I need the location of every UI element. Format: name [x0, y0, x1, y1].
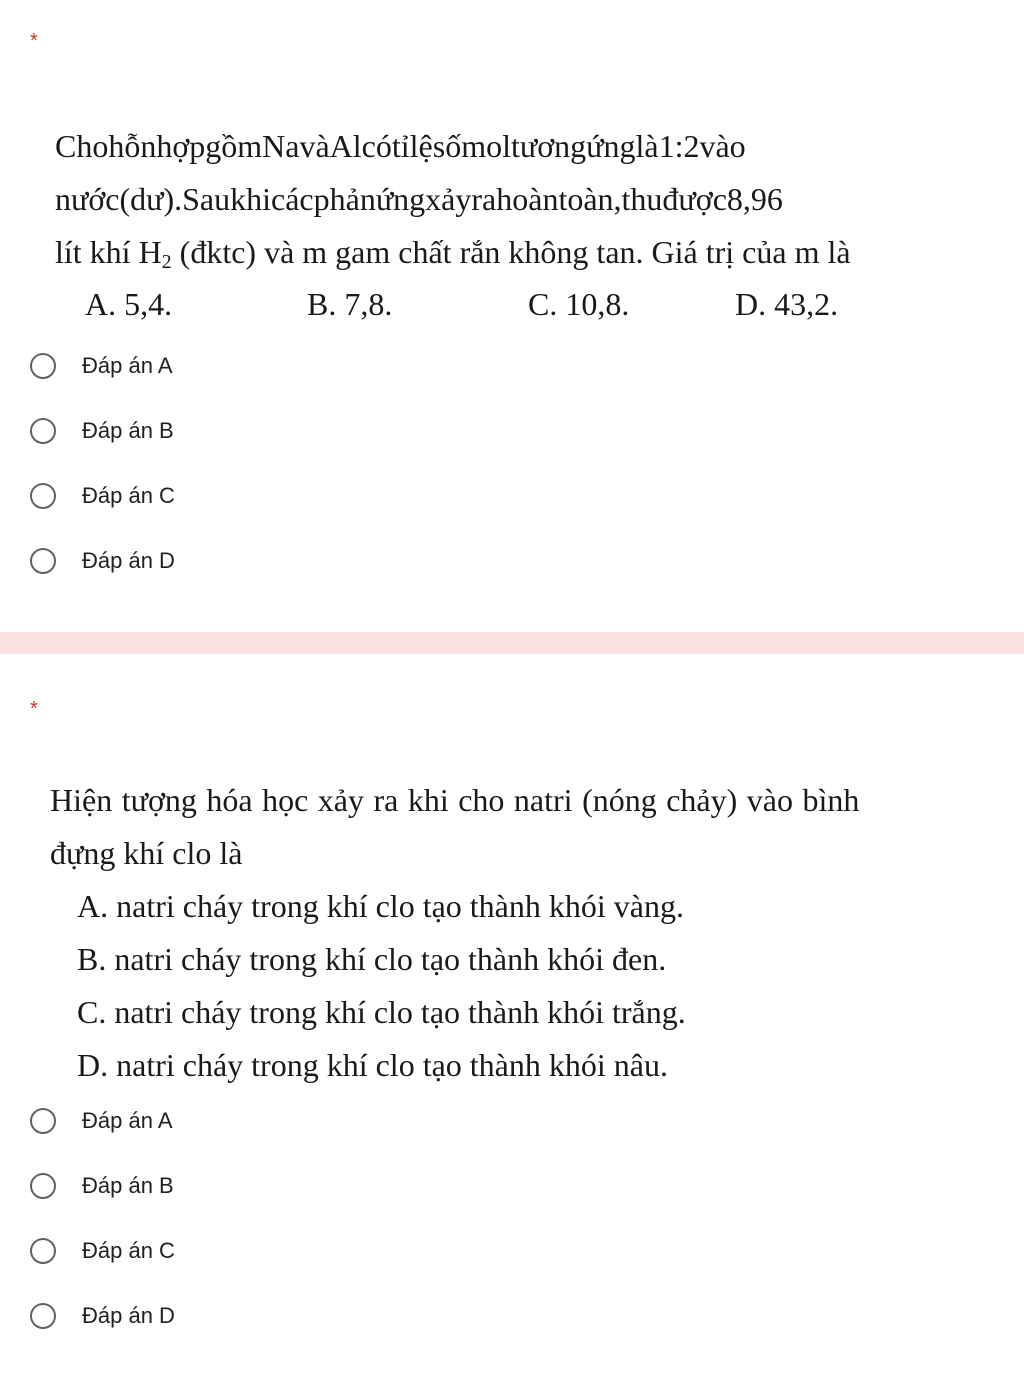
question-divider — [0, 632, 1024, 654]
radio-circle[interactable] — [30, 548, 56, 574]
question-word: nước — [55, 181, 120, 217]
radio-label: Đáp án B — [82, 1173, 174, 1198]
question-text — [50, 774, 980, 880]
question-word: 1: — [658, 128, 684, 164]
radio-label: Đáp án D — [82, 548, 175, 573]
question-word: xảy — [425, 181, 472, 217]
choice-a: A. natri cháy trong khí clo tạo thành khói vàng. — [77, 888, 684, 924]
question-word: và — [299, 128, 330, 164]
question-word: khi — [230, 181, 272, 217]
question-text — [55, 120, 978, 279]
radio-circle[interactable] — [30, 1238, 56, 1264]
radio-label: Đáp án A — [82, 1108, 173, 1133]
question-word: (dư). — [119, 181, 183, 217]
question-word: Sau — [182, 181, 231, 217]
radio-option-a[interactable] — [30, 346, 173, 386]
question-word: thu — [621, 181, 663, 217]
question-word: được — [662, 181, 727, 217]
question-word: hoàn — [496, 181, 559, 217]
question-text-part: (đktc) và m gam chất rắn không tan. Giá trị của m là — [171, 234, 851, 270]
choice-c: C. natri cháy trong khí clo tạo thành khói trắng. — [77, 994, 686, 1030]
radio-circle[interactable] — [30, 1173, 56, 1199]
radio-label: Đáp án D — [82, 1303, 175, 1328]
question-2 — [0, 654, 1024, 1377]
question-word: hợp — [156, 128, 206, 164]
question-word: các — [271, 181, 314, 217]
radio-circle[interactable] — [30, 1108, 56, 1134]
required-asterisk: * — [30, 30, 38, 52]
question-word: có — [361, 128, 392, 164]
question-text-line-1: Hiện tượng hóa học xảy ra khi cho natri (nóng chảy) vào bình — [50, 782, 860, 818]
radio-label: Đáp án C — [82, 483, 175, 508]
choice-list — [77, 880, 686, 1092]
choice-b: B. 7,8. — [307, 286, 393, 322]
question-word: tỉ — [391, 128, 410, 164]
question-word: phản — [313, 181, 376, 217]
radio-option-c[interactable] — [30, 1231, 175, 1271]
question-1 — [0, 0, 1024, 632]
question-text-line-2: đựng khí clo là — [50, 835, 243, 871]
radio-circle[interactable] — [30, 418, 56, 444]
question-word: Cho — [55, 128, 109, 164]
question-word: số — [432, 128, 462, 164]
radio-option-a[interactable] — [30, 1101, 173, 1141]
radio-circle[interactable] — [30, 1303, 56, 1329]
choice-b: B. natri cháy trong khí clo tạo thành khói đen. — [77, 941, 667, 977]
question-word: toàn, — [558, 181, 622, 217]
radio-option-d[interactable] — [30, 541, 175, 581]
question-word: là — [635, 128, 659, 164]
question-word: lệ — [409, 128, 433, 164]
question-word: ứng — [375, 181, 426, 217]
radio-label: Đáp án B — [82, 418, 174, 443]
question-word: tương — [510, 128, 587, 164]
question-text-part: lít khí H — [55, 234, 162, 270]
radio-circle[interactable] — [30, 353, 56, 379]
question-word: Al — [329, 128, 362, 164]
radio-label: Đáp án A — [82, 353, 173, 378]
question-text-line-1 — [55, 120, 978, 173]
radio-circle[interactable] — [30, 483, 56, 509]
question-word: 8,96 — [726, 181, 783, 217]
choice-d: D. natri cháy trong khí clo tạo thành khói nâu. — [77, 1047, 668, 1083]
question-word: mol — [461, 128, 511, 164]
choice-c: C. 10,8. — [528, 286, 630, 322]
radio-option-b[interactable] — [30, 411, 174, 451]
question-text-line-2 — [55, 173, 978, 226]
question-word: 2 — [683, 128, 700, 164]
required-asterisk: * — [30, 698, 38, 720]
choice-a: A. 5,4. — [85, 286, 173, 322]
question-word: vào — [699, 128, 746, 164]
radio-option-d[interactable] — [30, 1296, 175, 1336]
question-word: gồm — [205, 128, 263, 164]
question-word: hỗn — [108, 128, 157, 164]
subscript: 2 — [161, 251, 172, 273]
radio-option-b[interactable] — [30, 1166, 174, 1206]
question-word: ứng — [586, 128, 636, 164]
radio-option-c[interactable] — [30, 476, 175, 516]
choice-d: D. 43,2. — [735, 286, 839, 322]
question-text-line-3 — [55, 226, 978, 279]
question-word: Na — [262, 128, 300, 164]
radio-label: Đáp án C — [82, 1238, 175, 1263]
question-word: ra — [471, 181, 497, 217]
